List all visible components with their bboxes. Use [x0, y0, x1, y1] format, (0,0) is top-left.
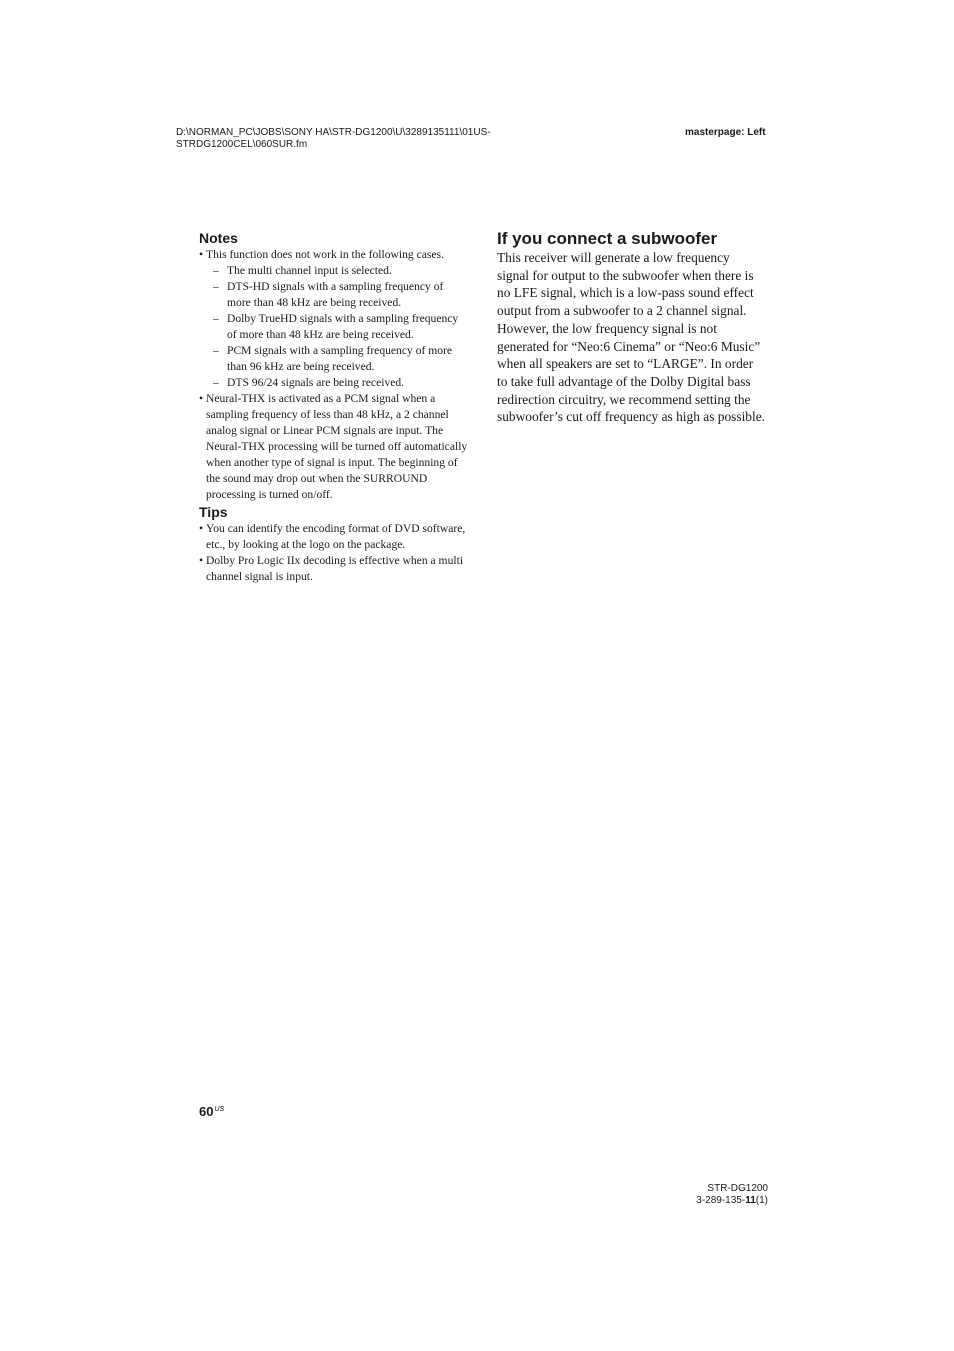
file-path-line-1: D:\NORMAN_PC\JOBS\SONY HA\STR-DG1200\U\3289135111\01US-	[176, 127, 491, 138]
footer-model-code	[685, 1183, 768, 1207]
notes-sublist	[206, 263, 469, 391]
right-column	[497, 229, 765, 426]
tips-heading: Tips	[199, 504, 228, 520]
footer-code-suffix: (1)	[755, 1195, 768, 1206]
footer-code	[685, 1195, 768, 1207]
left-column	[199, 229, 469, 585]
notes-item-2: • Neural-THX is activated as a PCM signal when a sampling frequency of less than 48 kHz, a 2 channel analog signal or Linear PCM signals are input. The Neural-THX processing will be turned off automatically when another type of signal is input. The beginning of the sound may drop out when the SURROUND processing is turned on/off.	[199, 391, 469, 503]
file-path-header	[176, 127, 491, 151]
footer-code-prefix: 3-289-135-	[696, 1195, 746, 1206]
file-path-line-2: STRDG1200CEL\060SUR.fm	[176, 139, 308, 150]
notes-heading: Notes	[199, 230, 238, 246]
notes-item-1	[199, 247, 469, 391]
footer-code-revision: 11	[745, 1195, 756, 1206]
page-region-suffix: US	[214, 1106, 225, 1113]
masterpage-label: masterpage: Left	[685, 127, 766, 138]
tips-item: • Dolby Pro Logic IIx decoding is effective when a multi channel signal is input.	[199, 553, 469, 585]
tips-item: • You can identify the encoding format of DVD software, etc., by looking at the logo on the package.	[199, 521, 469, 553]
notes-item-1-text: This function does not work in the following cases.	[206, 248, 444, 261]
notes-list	[199, 247, 469, 503]
page-number-value: 60	[199, 1104, 214, 1119]
page-number	[199, 1102, 224, 1120]
notes-subitem: – The multi channel input is selected.	[220, 263, 469, 279]
footer-model: STR-DG1200	[707, 1183, 768, 1194]
subwoofer-body: This receiver will generate a low frequency signal for output to the subwoofer when there is no LFE signal, which is a low-pass sound effect output from a subwoofer to a 2 channel signal. However, the low frequency signal is not generated for “Neo:6 Cinema” or “Neo:6 Music” when all speakers are set to “LARGE”. In order to take full advantage of the Dolby Digital bass redirection circuitry, we recommend setting the subwoofer’s cut off frequency as high as possible.	[497, 250, 766, 425]
notes-subitem: – Dolby TrueHD signals with a sampling frequency of more than 48 kHz are being received.	[220, 311, 469, 343]
notes-subitem: – PCM signals with a sampling frequency of more than 96 kHz are being received.	[220, 343, 469, 375]
tips-list	[199, 521, 469, 585]
notes-subitem: – DTS 96/24 signals are being received.	[220, 375, 469, 391]
notes-subitem: – DTS-HD signals with a sampling frequency of more than 48 kHz are being received.	[220, 279, 469, 311]
subwoofer-heading: If you connect a subwoofer	[497, 229, 718, 248]
